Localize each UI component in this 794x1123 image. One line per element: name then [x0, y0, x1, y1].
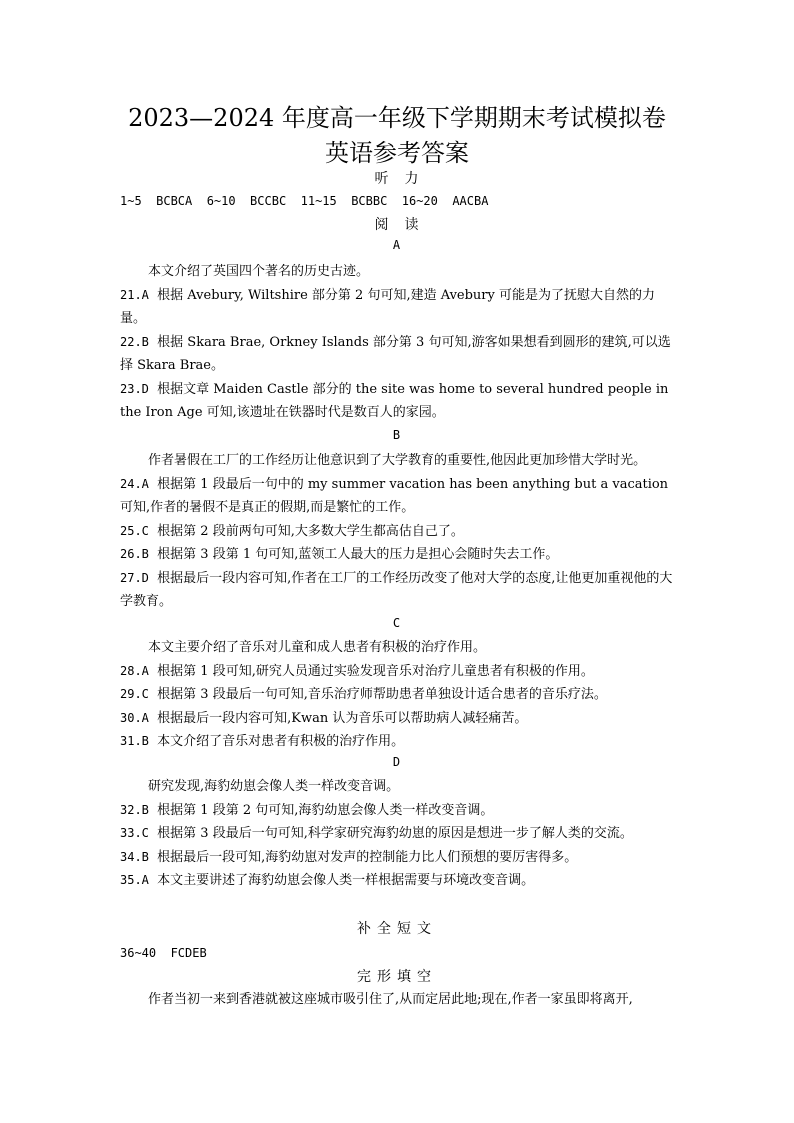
answer-number: 22.B: [120, 334, 149, 349]
part-c-label: C: [392, 616, 402, 630]
part-c-intro: 本文主要介绍了音乐对儿童和成人患者有积极的治疗作用。: [148, 640, 487, 655]
part-a-label: A: [392, 238, 402, 252]
part-a: [120, 260, 680, 425]
cloze-heading: 完形填空: [357, 969, 437, 985]
part-c: [120, 636, 680, 754]
answer-explanation: 根据第 3 段最后一句可知,音乐治疗师帮助患者单独设计适合患者的音乐疗法。: [157, 687, 607, 702]
listening-answers: 1~5 BCBCA 6~10 BCCBC 11~15 BCBBC 16~20 AACBA: [120, 194, 489, 208]
answer-item: [120, 473, 680, 520]
part-b: [120, 449, 680, 614]
answer-number: 34.B: [120, 849, 149, 864]
answer-explanation: 根据最后一段内容可知,作者在工厂的工作经历改变了他对大学的态度,让他更加重视他的大学教育。: [120, 570, 673, 609]
answer-explanation: 本文介绍了音乐对患者有积极的治疗作用。: [157, 734, 405, 749]
answer-number: 31.B: [120, 734, 149, 748]
answer-item: [120, 869, 680, 893]
answer-number: 21.A: [120, 287, 149, 302]
answer-item: [120, 331, 680, 378]
answer-explanation: 根据文章 Maiden Castle 部分的 the site was home to several hundred people in the Iron Age 可知,该遗址在铁器时代是数百人的家园。: [120, 381, 669, 420]
answer-number: 32.B: [120, 802, 149, 817]
cloze-section: [120, 988, 680, 1012]
answer-item: [120, 378, 680, 425]
answer-explanation: 根据第 3 段第 1 句可知,蓝领工人最大的压力是担心会随时失去工作。: [157, 547, 559, 562]
answer-explanation: 根据第 1 段可知,研究人员通过实验发现音乐对治疗儿童患者有积极的作用。: [157, 663, 594, 679]
answer-explanation: 根据 Skara Brae, Orkney Islands 部分第 3 句可知,游客如果想看到圆形的建筑,可以选择 Skara Brae。: [120, 334, 671, 373]
part-d-label: D: [392, 755, 402, 769]
answer-explanation: 本文主要讲述了海豹幼崽会像人类一样根据需要与环境改变音调。: [157, 873, 535, 888]
answer-number: 30.A: [120, 710, 149, 725]
answer-number: 27.D: [120, 570, 149, 585]
answer-explanation: 根据 Avebury, Wiltshire 部分第 2 句可知,建造 Avebury 可能是为了抚慰大自然的力量。: [120, 287, 655, 326]
answer-item: [120, 567, 680, 614]
answer-item: [120, 520, 680, 544]
part-b-intro: 作者暑假在工厂的工作经历让他意识到了大学教育的重要性,他因此更加珍惜大学时光。: [148, 453, 647, 468]
page-title: 2023—2024 年度高一年级下学期期末考试模拟卷: [128, 104, 666, 132]
part-d: [120, 775, 680, 893]
completion-heading: 补全短文: [357, 921, 437, 937]
answer-number: 29.C: [120, 687, 149, 701]
part-b-label: B: [392, 428, 402, 442]
answer-item: [120, 284, 680, 331]
answer-number: 33.C: [120, 826, 149, 840]
reading-heading: 阅 读: [374, 217, 420, 233]
cloze-intro: 作者当初一来到香港就被这座城市吸引住了,从而定居此地;现在,作者一家虽即将离开,: [148, 992, 633, 1007]
listening-heading: 听 力: [374, 171, 420, 187]
answer-number: 26.B: [120, 547, 149, 561]
answer-explanation: 根据第 1 段第 2 句可知,海豹幼崽会像人类一样改变音调。: [157, 802, 494, 818]
answer-number: 28.A: [120, 663, 149, 678]
answer-number: 24.A: [120, 476, 149, 491]
answer-number: 23.D: [120, 381, 149, 396]
answer-explanation: 根据最后一段内容可知,Kwan 认为音乐可以帮助病人减轻痛苦。: [157, 710, 528, 726]
answer-explanation: 根据第 2 段前两句可知,大多数大学生都高估自己了。: [157, 523, 464, 539]
answer-number: 25.C: [120, 523, 149, 538]
answer-item: [120, 683, 680, 707]
answer-item: [120, 707, 680, 731]
part-d-intro: 研究发现,海豹幼崽会像人类一样改变音调。: [148, 779, 400, 794]
answer-number: 35.A: [120, 873, 149, 887]
answer-item: [120, 799, 680, 823]
completion-answers: 36~40 FCDEB: [120, 946, 207, 960]
answer-item: [120, 543, 680, 567]
answer-item: [120, 822, 680, 846]
answer-item: [120, 730, 680, 754]
answer-item: [120, 846, 680, 870]
answer-item: [120, 660, 680, 684]
part-a-intro: 本文介绍了英国四个著名的历史古迹。: [148, 264, 370, 279]
answer-explanation: 根据第 1 段最后一句中的 my summer vacation has been anything but a vacation 可知,作者的暑假不是真正的假期,而是繁忙的工作。: [120, 476, 669, 515]
answer-explanation: 根据第 3 段最后一句可知,科学家研究海豹幼崽的原因是想进一步了解人类的交流。: [157, 826, 633, 841]
answer-explanation: 根据最后一段可知,海豹幼崽对发声的控制能力比人们预想的要厉害得多。: [157, 849, 578, 865]
page-subtitle: 英语参考答案: [325, 139, 469, 167]
